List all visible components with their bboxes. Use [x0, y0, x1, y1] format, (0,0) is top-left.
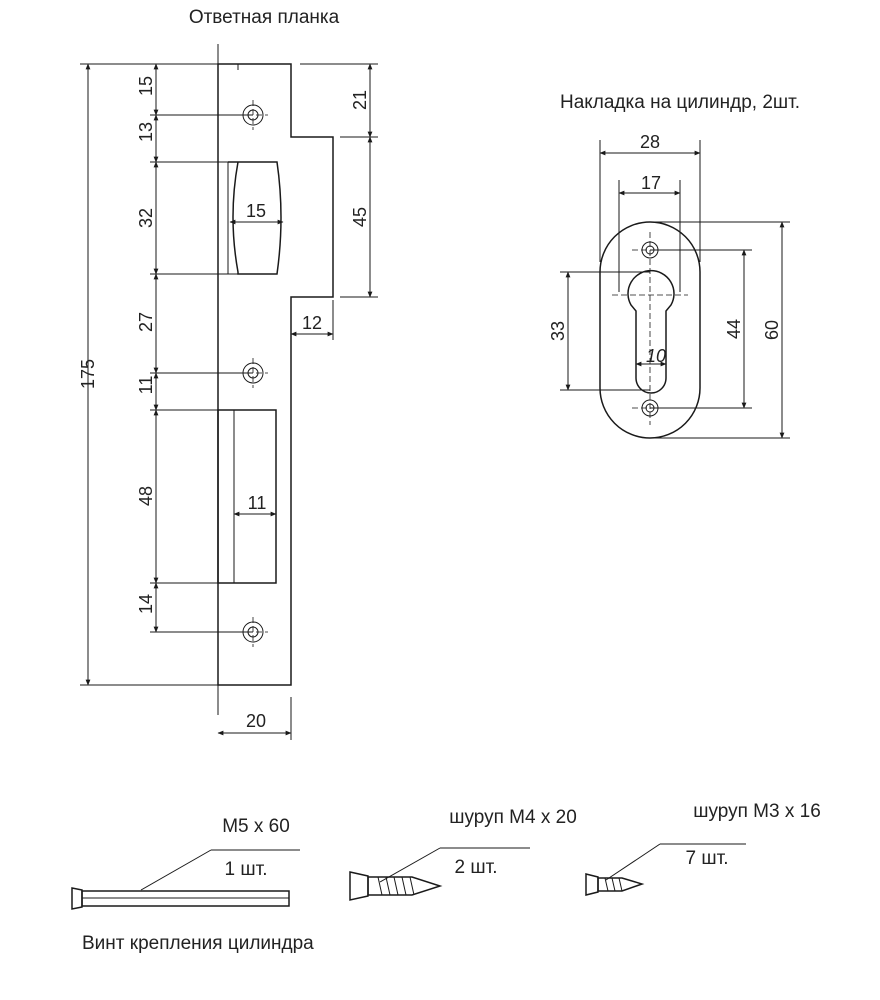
dim-latch-width: 15 [245, 201, 267, 221]
dim-outer-width: 28 [639, 132, 661, 152]
screw-head-icon [586, 874, 598, 895]
dim-latch-height: 32 [136, 207, 156, 229]
dim-bolt-width: 11 [247, 493, 267, 513]
bolt-head-icon [72, 888, 82, 909]
dim-top: 15 [136, 75, 156, 97]
strike-plate-drawing [78, 7, 378, 740]
dim-total-height: 60 [762, 319, 782, 341]
dim-width: 20 [245, 711, 267, 731]
escutcheon-title: Накладка на цилиндр, 2шт. [559, 92, 801, 113]
fastener-qty: 7 шт. [685, 848, 729, 869]
dim-lip-height: 45 [350, 206, 370, 228]
dim-keyway-height: 33 [548, 320, 568, 342]
dim-bolt-height: 48 [136, 485, 156, 507]
dim-bottom: 14 [136, 593, 156, 615]
dim-hole2-gap: 11 [136, 375, 156, 395]
screw-head-icon [350, 872, 368, 900]
dim-mid-gap: 27 [136, 311, 156, 333]
dim-hole-gap: 13 [136, 121, 156, 143]
fastener-name: шуруп M4 x 20 [449, 807, 577, 828]
fastener-name: M5 x 60 [222, 816, 290, 837]
dim-lip-depth: 12 [301, 313, 323, 333]
fastener-qty: 2 шт. [454, 857, 498, 878]
dim-inner-width: 17 [640, 173, 662, 193]
strike-plate-title: Ответная планка [188, 7, 340, 28]
strike-plate-outline [218, 64, 333, 685]
escutcheon-drawing [548, 92, 800, 438]
dim-slot-width: 10 [645, 346, 667, 366]
keyway-cutout [628, 271, 674, 393]
fastener-name: шуруп M3 x 16 [693, 801, 821, 822]
fastener-m4-screw [350, 807, 577, 900]
fastener-m5-bolt [72, 816, 314, 954]
dim-total: 175 [78, 358, 98, 390]
dim-hole-spacing: 44 [724, 318, 744, 340]
dim-lip-top: 21 [350, 89, 370, 111]
fastener-m3-screw [586, 801, 821, 895]
fastener-qty: 1 шт. [224, 859, 268, 880]
screw-caption: Винт крепления цилиндра [82, 933, 314, 954]
